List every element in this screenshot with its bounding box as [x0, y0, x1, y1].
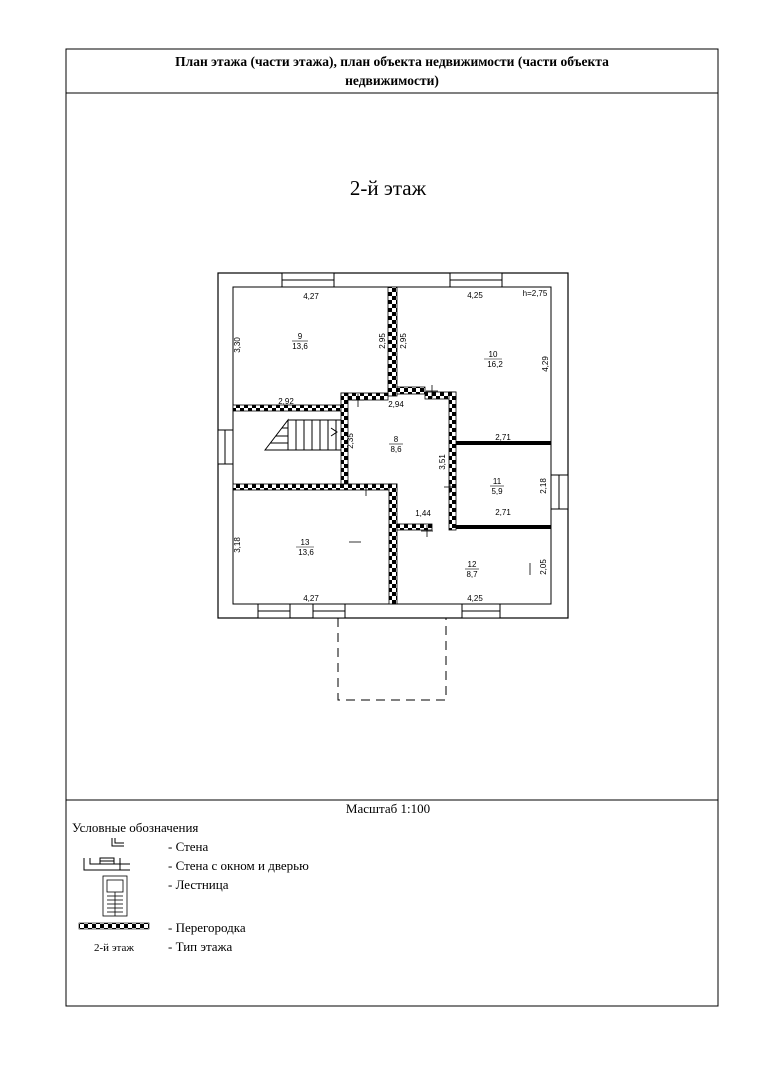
- room-11-number: 11: [492, 477, 502, 486]
- floor-type-sample: 2-й этаж: [94, 942, 134, 954]
- building-plan: [218, 273, 568, 700]
- dim-r11-top: 2,71: [495, 433, 511, 442]
- scale-label: Масштаб 1:100: [345, 801, 431, 816]
- legend-item-wall: - Стена: [168, 839, 209, 854]
- legend-title: Условные обозначения: [72, 820, 199, 835]
- dim-r11-right: 2,18: [539, 478, 548, 494]
- height-label: h=2,75: [522, 289, 548, 298]
- wall-window-door-symbol: [84, 858, 130, 870]
- dim-hall-top: 2,94: [388, 400, 404, 409]
- legend: [72, 820, 309, 954]
- window-left-wall: [218, 430, 233, 464]
- legend-item-partition: - Перегородка: [168, 920, 246, 935]
- header-title-line2: недвижимости): [345, 73, 439, 88]
- wall-symbol: [112, 838, 124, 846]
- room-13-area: 13,6: [298, 548, 314, 557]
- partitions: [233, 287, 456, 604]
- room-labels: [292, 332, 504, 579]
- dim-hall-right: 3,51: [438, 454, 447, 470]
- floor-title: 2-й этаж: [349, 176, 427, 200]
- door-markers: [349, 385, 530, 575]
- dim-stair-top: 2,92: [278, 397, 294, 406]
- dim-r10-right: 4,29: [541, 356, 550, 372]
- dim-r13-left: 3,18: [233, 537, 242, 553]
- header-title-line1: План этажа (части этажа), план объекта недвижимости (части объекта: [175, 54, 609, 69]
- window-top-right: [450, 273, 502, 287]
- room-11-label: [490, 477, 504, 496]
- room-9-number: 9: [297, 332, 303, 341]
- room-12-label: [465, 560, 479, 579]
- dim-r13-bottom: 4,27: [303, 594, 319, 603]
- window-top-left: [282, 273, 334, 287]
- window-bottom-left-2: [313, 604, 345, 618]
- dim-r10-left: 2,95: [399, 333, 408, 349]
- room-13-label: [296, 538, 314, 557]
- room-10-number: 10: [488, 350, 498, 359]
- room-13-number: 13: [300, 538, 310, 547]
- dim-hall-left: 2,35: [346, 433, 355, 449]
- dim-r12-right: 2,05: [539, 559, 548, 575]
- dim-r11-bottom: 2,71: [495, 508, 511, 517]
- room-8-area: 8,6: [390, 445, 402, 454]
- dim-r9-right: 2,95: [378, 333, 387, 349]
- staircase: [265, 420, 341, 450]
- room-9-area: 13,6: [292, 342, 308, 351]
- dim-hall-bottom: 1,44: [415, 509, 431, 518]
- room-12-number: 12: [467, 560, 477, 569]
- window-bottom-left-1: [258, 604, 290, 618]
- legend-item-stair: - Лестница: [168, 877, 229, 892]
- dim-r9-top: 4,27: [303, 292, 319, 301]
- porch-outline: [338, 618, 446, 700]
- room-8-number: 8: [393, 435, 399, 444]
- room-11-area: 5,9: [491, 487, 503, 496]
- stair-symbol: [103, 876, 127, 916]
- legend-item-wall-window-door: - Стена с окном и дверью: [168, 858, 309, 873]
- room-9-label: [292, 332, 308, 351]
- window-right-wall: [551, 475, 568, 509]
- partition-symbol: [79, 923, 149, 929]
- room-8-label: [389, 435, 403, 454]
- room-12-area: 8,7: [466, 570, 478, 579]
- dim-r9-left: 3,30: [233, 337, 242, 353]
- room-10-area: 16,2: [487, 360, 503, 369]
- dim-r10-top: 4,25: [467, 291, 483, 300]
- window-bottom-right: [462, 604, 500, 618]
- legend-item-floor-type: - Тип этажа: [168, 939, 233, 954]
- room-10-label: [484, 350, 503, 369]
- dim-r12-bottom: 4,25: [467, 594, 483, 603]
